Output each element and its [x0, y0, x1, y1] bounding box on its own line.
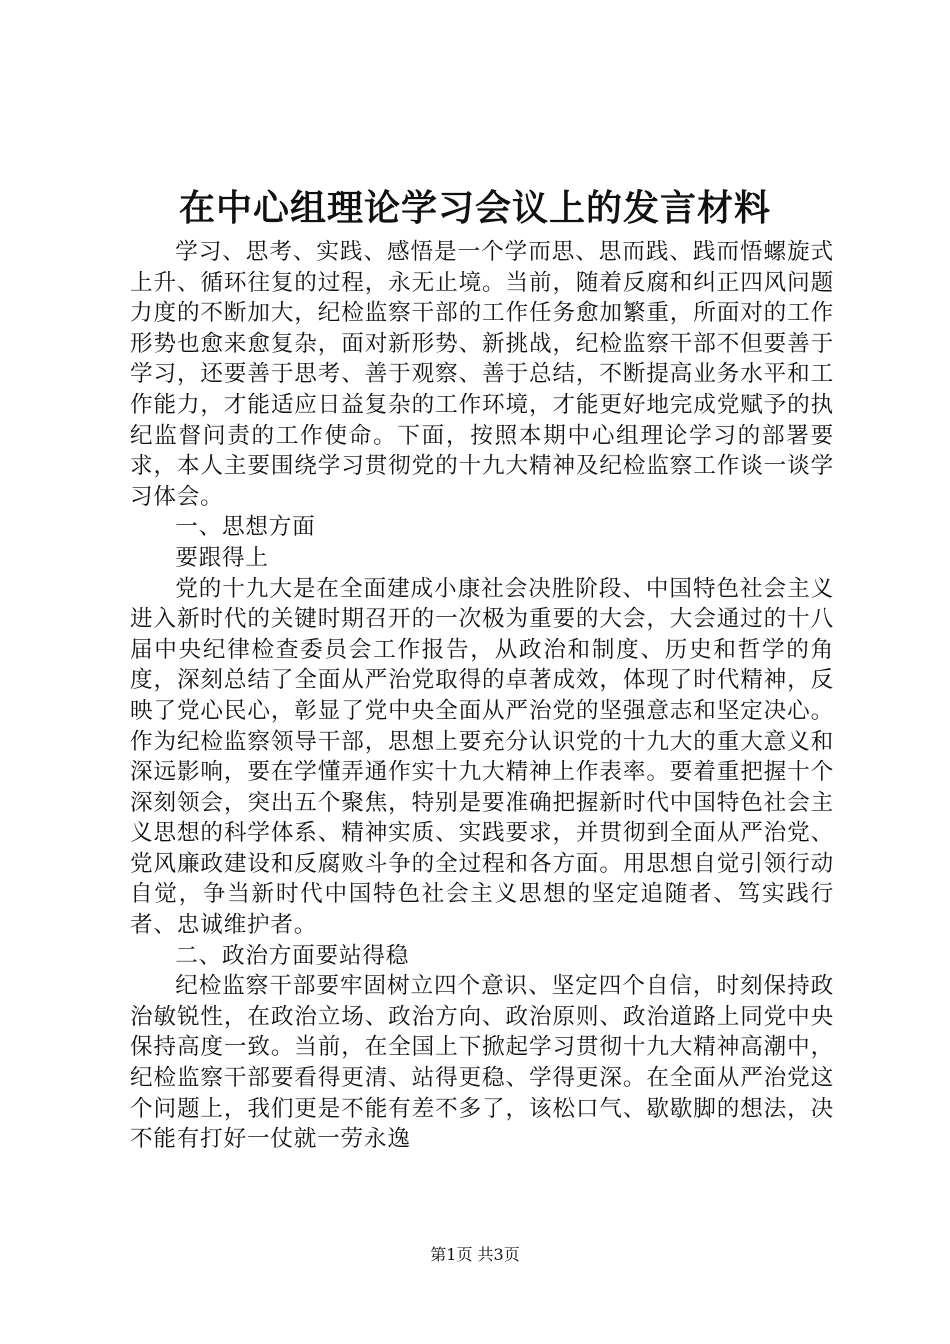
- document-title: 在中心组理论学习会议上的发言材料: [178, 187, 771, 229]
- page-number: 第1页 共3页: [430, 1245, 520, 1264]
- section-heading-politics: 二、政治方面要站得稳: [175, 942, 410, 969]
- document-body: [130, 237, 834, 1155]
- subheading-keep-up: 要跟得上: [175, 544, 269, 571]
- paragraph-thought: 党的十九大是在全面建成小康社会决胜阶段、中国特色社会主义进入新时代的关键时期召开的一次极为重要的大会，大会通过的十八届中央纪律检查委员会工作报告，从政治和制度、历史和哲学的角度，深刻总结了全面从严治党取得的卓著成效，体现了时代精神，反映了党心民心，彰显了党中央全面从严治党的坚强意志和坚定决心。作为纪检监察领导干部，思想上要充分认识党的十九大的重大意义和深远影响，要在学懂弄通作实十九大精神上作表率。要着重把握十个深刻领会，突出五个聚焦，特别是要准确把握新时代中国特色社会主义思想的科学体系、精神实质、实践要求，并贯彻到全面从严治党、党风廉政建设和反腐败斗争的全过程和各方面。用思想自觉引领行动自觉，争当新时代中国特色社会主义思想的坚定追随者、笃实践行者、忠诚维护者。: [130, 575, 834, 939]
- paragraph-politics: 纪检监察干部要牢固树立四个意识、坚定四个自信，时刻保持政治敏锐性，在政治立场、政治方向、政治原则、政治道路上同党中央保持高度一致。当前，在全国上下掀起学习贯彻十九大精神高潮中，纪检监察干部要看得更清、站得更稳、学得更深。在全面从严治党这个问题上，我们更是不能有差不多了，该松口气、歇歇脚的想法，决不能有打好一仗就一劳永逸: [130, 973, 834, 1153]
- paragraph-intro: 学习、思考、实践、感悟是一个学而思、思而践、践而悟螺旋式上升、循环往复的过程，永无止境。当前，随着反腐和纠正四风问题力度的不断加大，纪检监察干部的工作任务愈加繁重，所面对的工作形势也愈来愈复杂，面对新形势、新挑战，纪检监察干部不但要善于学习，还要善于思考、善于观察、善于总结，不断提高业务水平和工作能力，才能适应日益复杂的工作环境，才能更好地完成党赋予的执纪监督问责的工作使命。下面，按照本期中心组理论学习的部署要求，本人主要围绕学习贯彻党的十九大精神及纪检监察工作谈一谈学习体会。: [130, 239, 834, 510]
- section-heading-thought: 一、思想方面: [175, 514, 316, 541]
